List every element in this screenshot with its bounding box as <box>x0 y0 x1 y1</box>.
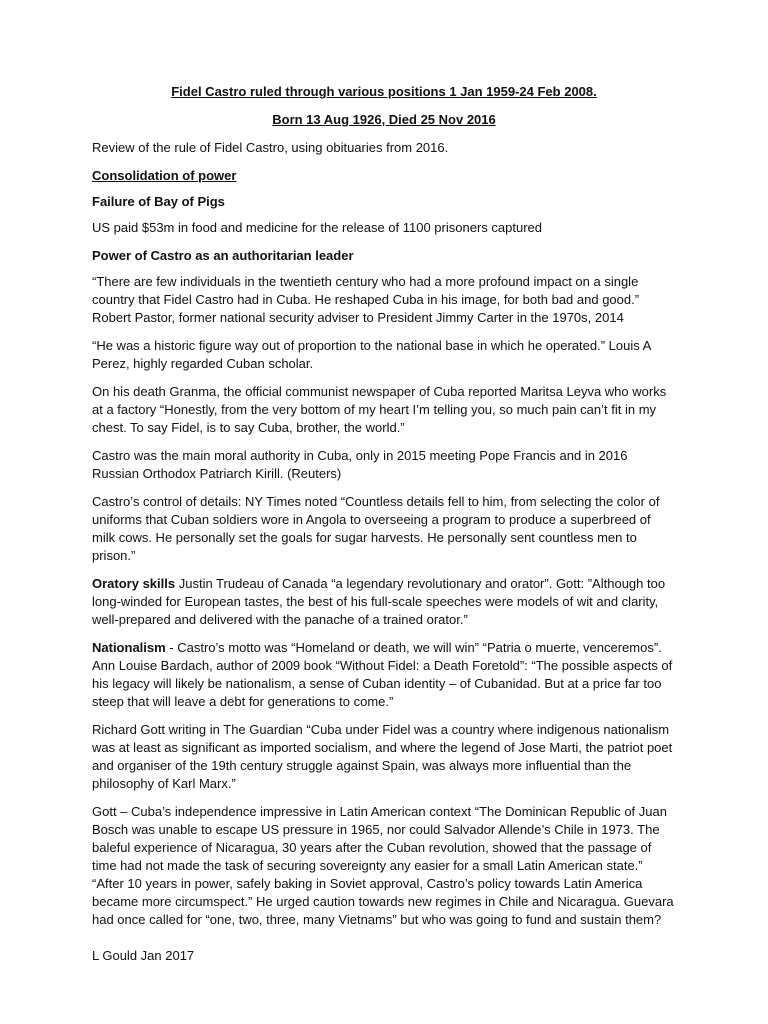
footer-author-date: L Gould Jan 2017 <box>92 948 195 963</box>
document-title: Fidel Castro ruled through various positions 1 Jan 1959-24 Feb 2008. <box>171 84 597 99</box>
nationalism-label: Nationalism <box>92 640 166 655</box>
nationalism-paragraph <box>92 639 676 711</box>
granma-paragraph: On his death Granma, the official communist newspaper of Cuba reported Maritsa Leyva who works at a factory “Honestly, from the very bottom of my heart I’m telling you, so much pain can’t fit in my chest. To say Fidel, is to say Cuba, brother, the world.” <box>92 384 667 435</box>
oratory-text: Justin Trudeau of Canada “a legendary revolutionary and orator”. Gott: ”Although too long-winded for European tastes, the best of his full-scale speeches were models of wit and clarity, well-prepared and delivered with the panache of a trained orator.” <box>92 576 666 627</box>
moral-authority-paragraph: Castro was the main moral authority in Cuba, only in 2015 meeting Pope Francis and in 2016 Russian Orthodox Patriarch Kirill. (Reuters) <box>92 448 628 481</box>
oratory-label: Oratory skills <box>92 576 176 591</box>
gott-independence-paragraph: Gott – Cuba’s independence impressive in Latin American context “The Dominican Republic of Juan Bosch was unable to escape US pressure in 1965, nor could Salvador Allende’s Chile in 1973. The baleful experience of Nicaragua, 30 years after the Cuban revolution, showed that the passage of time had not made the task of securing sovereignty any easier for a small Latin American state.” “After 10 years in power, safely baking in Soviet approval, Castro’s policy towards Latin America became more circumspect.” He urged caution towards new regimes in Chile and Nicaragua. Guevara had once called for “one, two, three, many Vietnams” but who was going to fund and sustain them? <box>92 804 674 927</box>
heading-bay-of-pigs: Failure of Bay of Pigs <box>92 194 225 209</box>
perez-quote-paragraph: “He was a historic figure way out of proportion to the national base in which he operated.” Louis A Perez, highly regarded Cuban scholar. <box>92 338 651 371</box>
gott-guardian-paragraph: Richard Gott writing in The Guardian “Cuba under Fidel was a country where indigenous nationalism was at least as significant as imported socialism, and where the legend of Jose Marti, the patriot poet and organiser of the 19th century struggle against Spain, was always more influential than the philosophy of Karl Marx.” <box>92 722 673 791</box>
heading-authoritarian-leader: Power of Castro as an authoritarian leader <box>92 248 354 263</box>
section-heading-consolidation: Consolidation of power <box>92 168 237 183</box>
document-subtitle: Born 13 Aug 1926, Died 25 Nov 2016 <box>272 112 496 127</box>
pastor-quote-paragraph: “There are few individuals in the twentieth century who had a more profound impact on a single country that Fidel Castro had in Cuba. He reshaped Cuba in his image, for both bad and good.” Robert Pastor, former national security adviser to President Jimmy Carter in the 1970s, 2014 <box>92 274 640 325</box>
nationalism-text: - Castro’s motto was “Homeland or death, we will win” “Patria o muerte, venceremos”. Ann Louise Bardach, author of 2009 book “Without Fidel: a Death Foretold”: “The possible aspects of his legacy will likely be nationalism, a sense of Cuban identity – of Cubanidad. But at a price far too steep that will leave a debt for generations to come.” <box>92 640 673 709</box>
oratory-paragraph <box>92 575 676 629</box>
control-details-paragraph: Castro’s control of details: NY Times noted “Countless details fell to him, from selecting the color of uniforms that Cuban soldiers wore in Angola to overseeing a program to produce a superbreed of milk cows. He personally set the goals for sugar harvests. He personally sent countless men to prison.” <box>92 494 660 563</box>
bay-of-pigs-paragraph: US paid $53m in food and medicine for the release of 1100 prisoners captured <box>92 220 542 235</box>
intro-paragraph: Review of the rule of Fidel Castro, using obituaries from 2016. <box>92 140 449 155</box>
